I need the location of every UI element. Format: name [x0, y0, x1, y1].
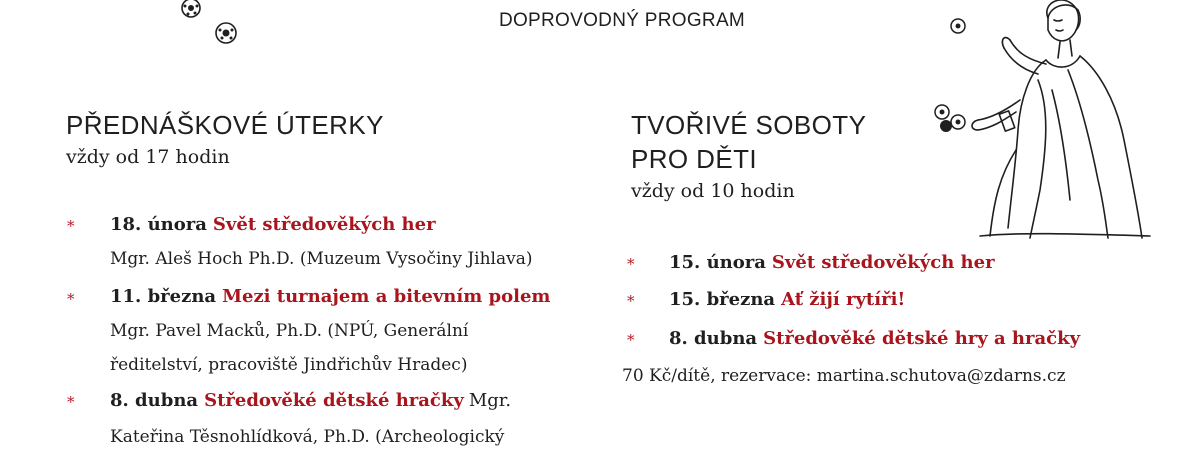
bullet-star-icon: * [67, 217, 75, 235]
event-topic: Svět středověkých her [212, 214, 436, 235]
speaker-line: Mgr. Aleš Hoch Ph.D. (Muzeum Vysočiny Jihlava) [110, 249, 533, 269]
event-topic: Středověké dětské hry a hračky [763, 328, 1081, 349]
bullet-star-icon: * [627, 292, 635, 310]
speaker-line: Mgr. Pavel Macků, Ph.D. (NPÚ, Generální [110, 321, 469, 341]
reservation-note: 70 Kč/dítě, rezervace: martina.schutova@zdarns.cz [622, 366, 1066, 386]
speaker-prefix: Mgr. [468, 390, 512, 411]
program-subtitle: DOPROVODNÝ PROGRAM [498, 10, 746, 31]
event-date: 18. února [110, 214, 207, 235]
speaker-line: Kateřina Těsnohlídková, Ph.D. (Archeologický [110, 427, 505, 447]
workshops-time: vždy od 10 hodin [631, 180, 795, 202]
event-topic: Mezi turnajem a bitevním polem [222, 286, 551, 307]
workshops-title-line1: TVOŘIVÉ SOBOTY [631, 110, 867, 140]
event-topic: Středověké dětské hračky [204, 390, 464, 411]
event-date: 8. dubna [110, 390, 199, 411]
event-date: 11. března [110, 286, 217, 307]
workshops-title-line2: PRO DĚTI [631, 144, 757, 174]
lectures-title: PŘEDNÁŠKOVÉ ÚTERKY [66, 110, 384, 140]
event-date: 15. března [669, 289, 776, 310]
event-date: 15. února [669, 252, 766, 273]
juggler-illustration [920, 0, 1160, 240]
lectures-time: vždy od 17 hodin [66, 146, 230, 168]
speaker-line: ředitelství, pracoviště Jindřichův Hradec) [110, 355, 468, 375]
event-topic: Svět středověkých her [771, 252, 995, 273]
event-date: 8. dubna [669, 328, 758, 349]
bullet-star-icon: * [67, 393, 75, 411]
bullet-star-icon: * [67, 290, 75, 308]
event-topic: Ať žijí rytíři! [781, 289, 906, 310]
bullet-star-icon: * [627, 255, 635, 273]
bullet-star-icon: * [627, 331, 635, 349]
